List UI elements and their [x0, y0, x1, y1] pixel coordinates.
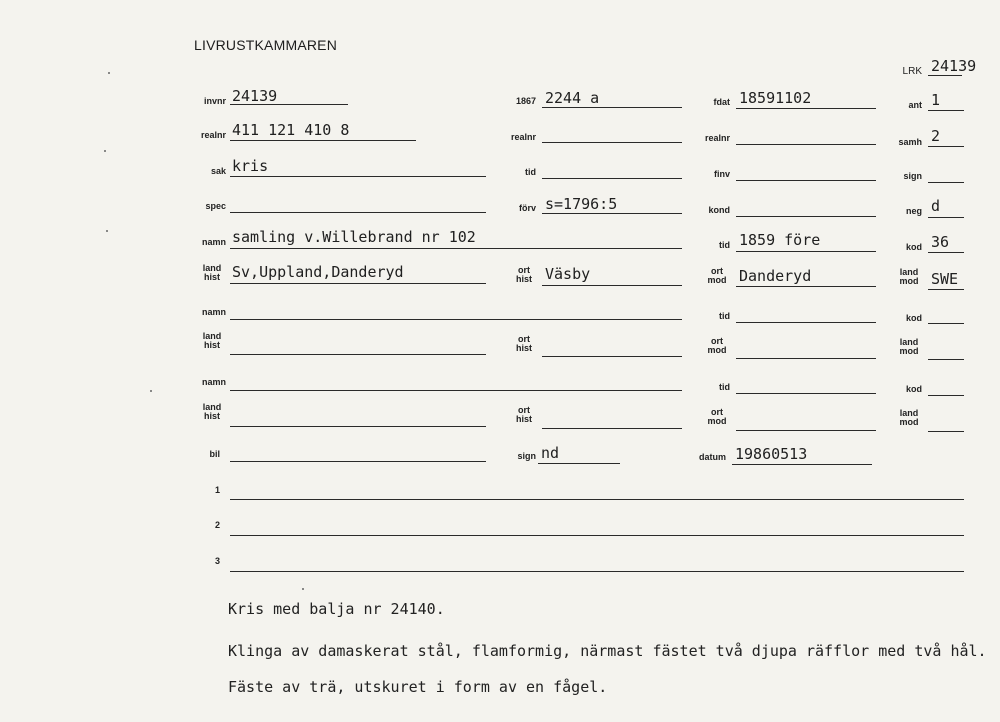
paper-speck — [150, 390, 152, 392]
line-2 — [230, 535, 964, 536]
value-invnr: 24139 — [232, 87, 278, 105]
value-sign: nd — [541, 444, 560, 462]
line-realnr-2 — [542, 142, 682, 143]
label-namn-1: namn — [201, 237, 226, 247]
label-ort-mod-1: ort mod — [707, 266, 727, 285]
paper-speck — [106, 230, 108, 232]
line-land-hist-2 — [230, 354, 486, 355]
paper-speck — [302, 588, 304, 590]
label-land-mod-2: land mod — [899, 337, 919, 356]
label-samh: samh — [898, 137, 922, 147]
line-invnr — [230, 104, 348, 105]
label-ant: ant — [908, 100, 922, 110]
line-kond — [736, 216, 876, 217]
label-fdat: fdat — [713, 97, 730, 107]
line-sign-2 — [538, 463, 620, 464]
value-land-mod: SWE — [931, 270, 959, 288]
label-spec: spec — [205, 201, 226, 211]
line-land-hist-3 — [230, 426, 486, 427]
line-samh — [928, 146, 964, 147]
note-line-1: Kris med balja nr 24140. — [228, 600, 445, 618]
line-land-hist-1 — [230, 283, 486, 284]
line-finv — [736, 180, 876, 181]
line-ort-hist-2 — [542, 356, 682, 357]
label-sign-2: sign — [517, 451, 536, 461]
line-ant — [928, 110, 964, 111]
line-ort-mod-1 — [736, 286, 876, 287]
label-sign-1: sign — [903, 171, 922, 181]
line-realnr-1 — [230, 140, 416, 141]
label-line-2: 2 — [214, 520, 220, 530]
line-lrk — [928, 75, 962, 76]
label-land-hist-3: land hist — [202, 402, 222, 421]
note-line-3: Fäste av trä, utskuret i form av en fågel. — [228, 678, 608, 696]
line-spec — [230, 212, 486, 213]
label-tid-3: tid — [719, 311, 730, 321]
label-tid-1: tid — [525, 167, 536, 177]
paper-speck — [104, 150, 106, 152]
line-tid-2 — [736, 251, 876, 252]
line-tid-4 — [736, 393, 876, 394]
line-tid-3 — [736, 322, 876, 323]
paper-speck — [108, 72, 110, 74]
label-land-mod-3: land mod — [899, 408, 919, 427]
value-datum: 19860513 — [735, 445, 808, 463]
line-kod-2 — [928, 323, 964, 324]
line-ort-hist-3 — [542, 428, 682, 429]
line-fdat — [736, 108, 876, 109]
label-kod-3: kod — [905, 384, 922, 394]
value-lrk: 24139 — [931, 57, 977, 75]
line-namn-1 — [230, 248, 682, 249]
label-bil: bil — [209, 449, 220, 459]
label-neg: neg — [905, 206, 922, 216]
value-land-hist: Sv,Uppland,Danderyd — [232, 263, 404, 281]
label-namn-3: namn — [201, 377, 226, 387]
label-realnr-1: realnr — [200, 130, 226, 140]
line-3 — [230, 571, 964, 572]
label-ort-hist-1: ort hist — [515, 265, 532, 284]
line-kod-3 — [928, 395, 964, 396]
line-realnr-3 — [736, 144, 876, 145]
label-land-hist-1: land hist — [202, 263, 222, 282]
line-land-mod-1 — [928, 289, 964, 290]
line-bil — [230, 461, 486, 462]
note-line-2: Klinga av damaskerat stål, flamformig, närmast fästet två djupa räfflor med två hål. — [228, 642, 987, 660]
value-namn: samling v.Willebrand nr 102 — [232, 228, 476, 246]
line-namn-3 — [230, 390, 682, 391]
value-samh: 2 — [931, 127, 941, 145]
label-namn-2: namn — [201, 307, 226, 317]
label-tid-4: tid — [719, 382, 730, 392]
label-line-3: 3 — [214, 556, 220, 566]
line-land-mod-2 — [928, 359, 964, 360]
label-invnr: invnr — [203, 96, 226, 106]
line-tid-1 — [542, 178, 682, 179]
label-1867: 1867 — [515, 96, 536, 106]
value-ort-mod: Danderyd — [739, 267, 812, 285]
value-tid: 1859 före — [739, 231, 821, 249]
line-kod-1 — [928, 252, 964, 253]
line-1 — [230, 499, 964, 500]
value-fdat: 18591102 — [739, 89, 812, 107]
line-land-mod-3 — [928, 431, 964, 432]
label-sak: sak — [210, 166, 226, 176]
institution-header: LIVRUSTKAMMAREN — [194, 37, 338, 53]
line-neg — [928, 217, 964, 218]
label-forv: förv — [518, 203, 536, 213]
label-lrk: LRK — [902, 66, 922, 77]
label-kond: kond — [708, 205, 730, 215]
label-datum: datum — [699, 452, 726, 462]
line-ort-mod-2 — [736, 358, 876, 359]
line-ort-mod-3 — [736, 430, 876, 431]
label-finv: finv — [713, 169, 730, 179]
line-datum — [732, 464, 872, 465]
line-namn-2 — [230, 319, 682, 320]
label-ort-mod-2: ort mod — [707, 336, 727, 355]
label-tid-2: tid — [719, 240, 730, 250]
label-ort-mod-3: ort mod — [707, 407, 727, 426]
value-forv: s=1796:5 — [545, 195, 618, 213]
value-ant: 1 — [931, 91, 941, 109]
line-sak — [230, 176, 486, 177]
value-1867: 2244 a — [545, 89, 600, 107]
label-realnr-3: realnr — [704, 133, 730, 143]
label-land-hist-2: land hist — [202, 331, 222, 350]
label-line-1: 1 — [214, 485, 220, 495]
line-ort-hist-1 — [542, 285, 682, 286]
value-kod: 36 — [931, 233, 950, 251]
line-forv — [542, 213, 682, 214]
label-ort-hist-2: ort hist — [515, 334, 532, 353]
label-ort-hist-3: ort hist — [515, 405, 532, 424]
label-kod-1: kod — [905, 242, 922, 252]
label-kod-2: kod — [905, 313, 922, 323]
value-sak: kris — [232, 157, 269, 175]
value-neg: d — [931, 197, 941, 215]
label-land-mod-1: land mod — [899, 267, 919, 286]
value-ort-hist: Väsby — [545, 265, 591, 283]
line-sign-1 — [928, 182, 964, 183]
value-realnr: 411 121 410 8 — [232, 121, 350, 139]
label-realnr-2: realnr — [510, 132, 536, 142]
line-1867 — [542, 107, 682, 108]
